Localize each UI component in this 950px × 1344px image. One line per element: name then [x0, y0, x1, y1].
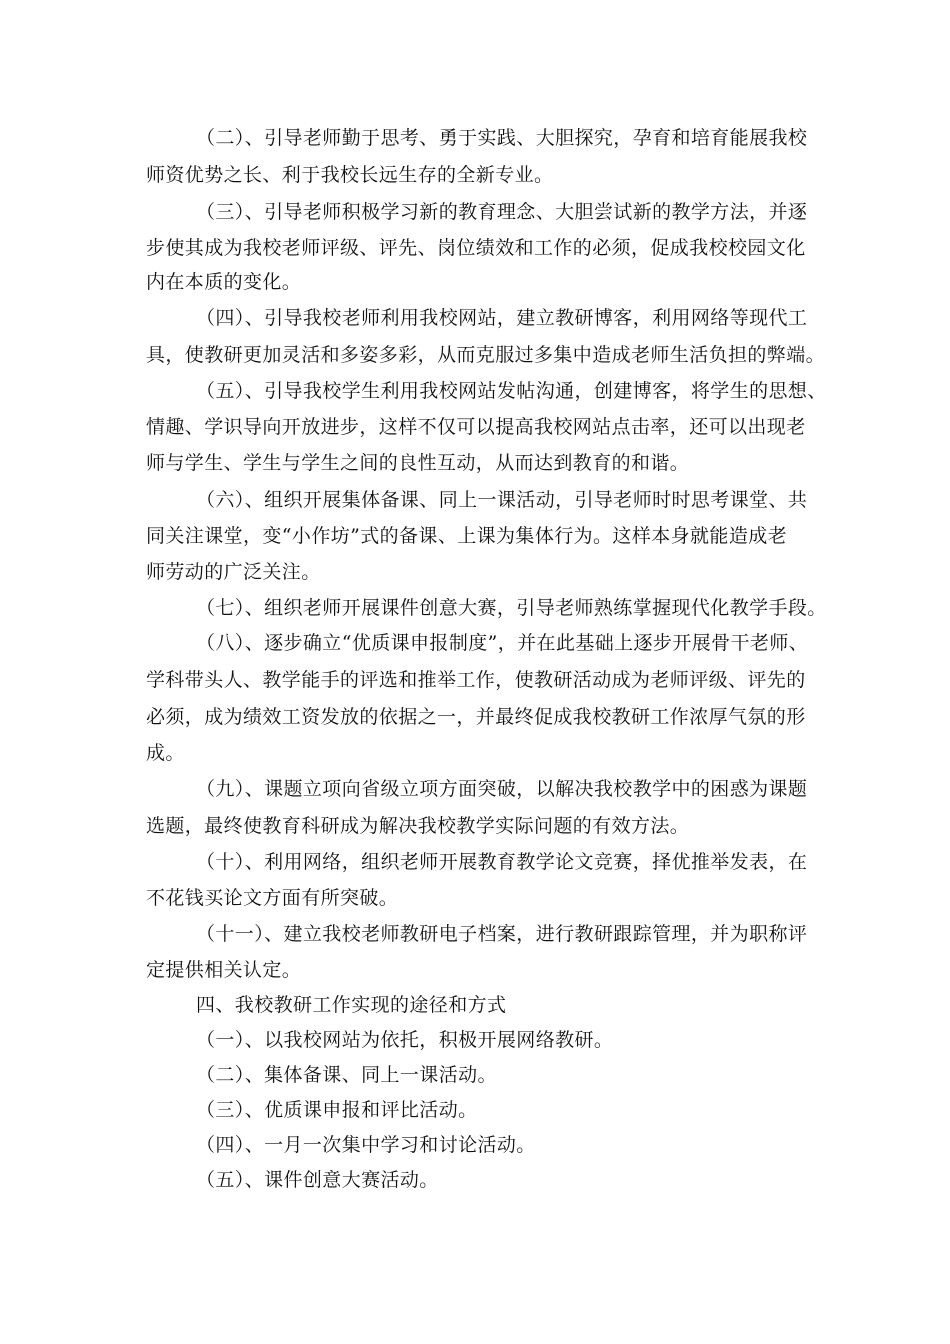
- paragraph-line: （九）、课题立项向省级立项方面突破，以解决我校教学中的困惑为课题: [196, 778, 808, 800]
- paragraph-line: （十）、利用网络，组织老师开展教育教学论文竞赛，择优推举发表，在: [196, 851, 808, 873]
- paragraph-line: （三）、引导老师积极学习新的教育理念、大胆尝试新的教学方法，并逐: [196, 201, 808, 223]
- paragraph-line: 师资优势之长、利于我校长远生存的全新专业。: [146, 164, 554, 186]
- list-item: （四）、一月一次集中学习和讨论活动。: [196, 1134, 536, 1156]
- paragraph-line: 成。: [146, 742, 185, 764]
- section-heading: 四、我校教研工作实现的途径和方式: [196, 994, 507, 1016]
- paragraph-line: （七）、组织老师开展课件创意大赛，引导老师熟练掌握现代化教学手段。: [196, 597, 827, 619]
- paragraph-line: 同关注课堂，变“小作坊”式的备课、上课为集体行为。这样本身就能造成老: [146, 525, 788, 547]
- paragraph-line: 师与学生、学生与学生之间的良性互动，从而达到教育的和谐。: [146, 452, 690, 474]
- paragraph-line: （二）、引导老师勤于思考、勇于实践、大胆探究，孕育和培育能展我校: [196, 127, 808, 149]
- paragraph-line: （五）、引导我校学生利用我校网站发帖沟通，创建博客，将学生的思想、: [196, 380, 827, 402]
- paragraph-line: 步使其成为我校老师评级、评先、岗位绩效和工作的必须，促成我校校园文化: [146, 237, 806, 259]
- paragraph-line: 定提供相关认定。: [146, 959, 302, 981]
- paragraph-line: （四）、引导我校老师利用我校网站，建立教研博客，利用网络等现代工: [196, 307, 808, 329]
- list-item: （五）、课件创意大赛活动。: [196, 1169, 439, 1191]
- paragraph-line: 学科带头人、教学能手的评选和推举工作，使教研活动成为老师评级、评先的: [146, 669, 806, 691]
- paragraph-line: 不花钱买论文方面有所突破。: [146, 887, 399, 909]
- paragraph-line: （十一）、建立我校老师教研电子档案，进行教研跟踪管理，并为职称评: [196, 923, 808, 945]
- paragraph-line: （六）、组织开展集体备课、同上一课活动，引导老师时时思考课堂、共: [196, 489, 808, 511]
- list-item: （一）、以我校网站为依托，积极开展网络教研。: [196, 1029, 614, 1051]
- paragraph-line: 内在本质的变化。: [146, 271, 302, 293]
- paragraph-line: 情趣、学识导向开放进步，这样不仅可以提高我校网站点击率，还可以出现老: [146, 416, 806, 438]
- list-item: （三）、优质课申报和评比活动。: [196, 1099, 478, 1121]
- paragraph-line: 师劳动的广泛关注。: [146, 561, 321, 583]
- paragraph-line: 具，使教研更加灵活和多姿多彩，从而克服过多集中造成老师生活负担的弊端。: [146, 344, 826, 366]
- paragraph-line: （八）、逐步确立“优质课申报制度”，并在此基础上逐步开展骨干老师、: [196, 632, 809, 654]
- paragraph-line: 必须，成为绩效工资发放的依据之一，并最终促成我校教研工作浓厚气氛的形: [146, 706, 806, 728]
- paragraph-line: 选题，最终使教育科研成为解决我校教学实际问题的有效方法。: [146, 815, 690, 837]
- list-item: （二）、集体备课、同上一课活动。: [196, 1064, 497, 1086]
